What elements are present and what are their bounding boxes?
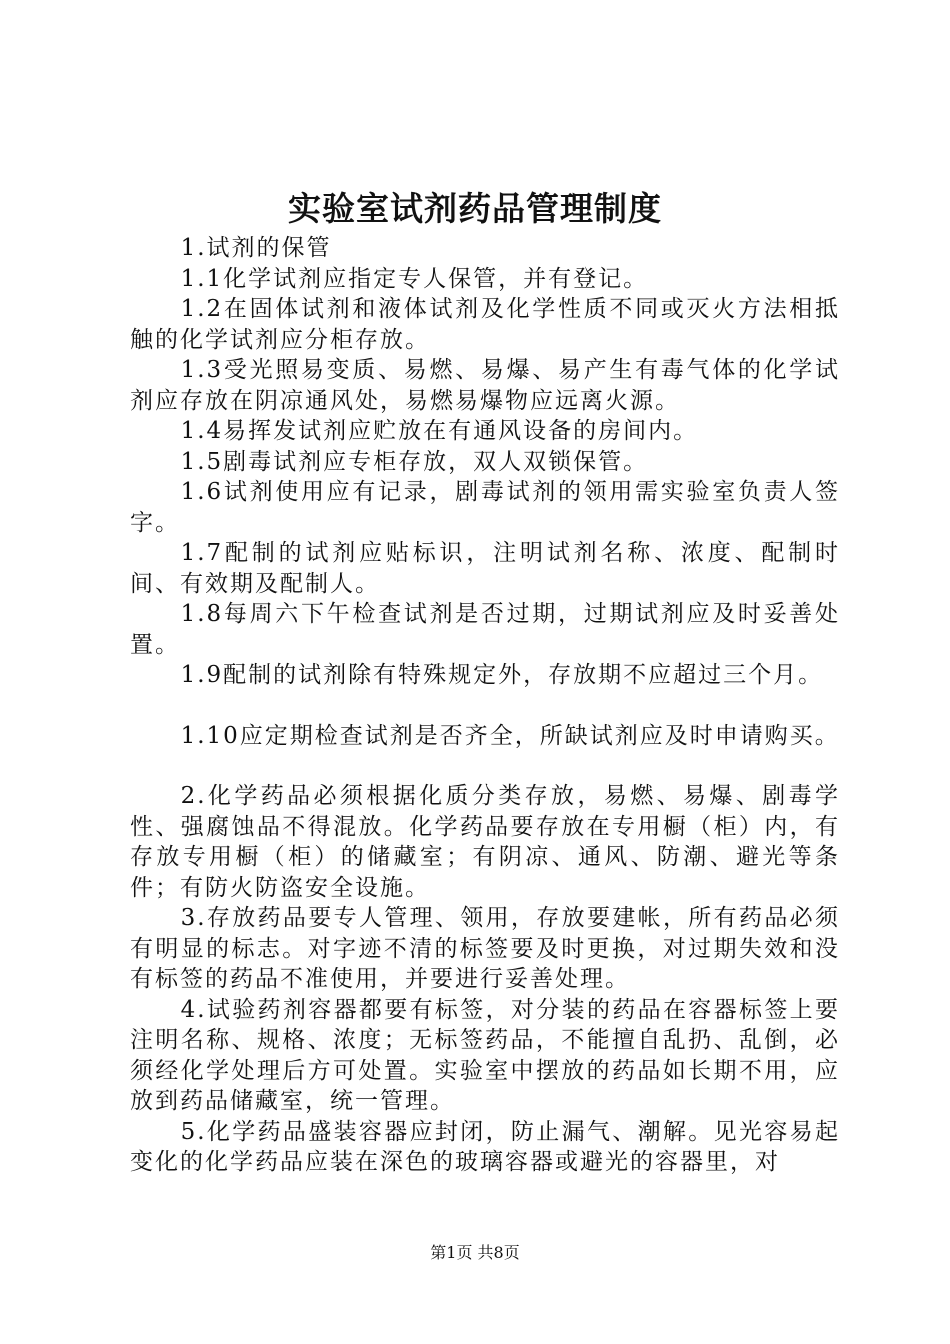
paragraph-1-8: 1.8每周六下午检查试剂是否过期，过期试剂应及时妥善处置。 xyxy=(130,601,840,658)
page-footer: 第1页 共8页 xyxy=(430,1243,520,1262)
paragraph-1-9: 1.9配制的试剂除有特殊规定外，存放期不应超过三个月。 xyxy=(180,662,824,688)
paragraph-1-5: 1.5剧毒试剂应专柜存放，双人双锁保管。 xyxy=(180,448,649,475)
paragraph-1-10: 1.10应定期检查试剂是否齐全，所缺试剂应及时申请购买。 xyxy=(180,722,840,749)
document-body xyxy=(130,233,840,1178)
document-title: 实验室试剂药品管理制度 xyxy=(288,189,662,228)
paragraph-2: 2.化学药品必须根据化质分类存放，易燃、易爆、剧毒学性、强腐蚀品不得混放。化学药品要存放在专用橱（柜）内，有存放专用橱（柜）的储藏室；有阴凉、通风、防潮、避光等条件；有防火防盗安全设施。 xyxy=(130,783,840,901)
paragraph-4: 4.试验药剂容器都要有标签，对分装的药品在容器标签上要注明名称、规格、浓度；无标签药品，不能擅自乱扔、乱倒，必须经化学处理后方可处置。实验室中摆放的药品如长期不用，应放到药品储藏室，统一管理。 xyxy=(130,996,840,1114)
paragraph-1-7: 1.7配制的试剂应贴标识，注明试剂名称、浓度、配制时间、有效期及配制人。 xyxy=(130,540,840,597)
paragraph-1-2: 1.2在固体试剂和液体试剂及化学性质不同或灭火方法相抵触的化学试剂应分柜存放。 xyxy=(130,296,840,353)
paragraph-1-3: 1.3受光照易变质、易燃、易爆、易产生有毒气体的化学试剂应存放在阴凉通风处，易燃易爆物应远离火源。 xyxy=(130,357,840,414)
paragraph-5: 5.化学药品盛装容器应封闭，防止漏气、潮解。见光容易起变化的化学药品应装在深色的玻璃容器或避光的容器里，对 xyxy=(130,1118,840,1175)
paragraph-1-4: 1.4易挥发试剂应贮放在有通风设备的房间内。 xyxy=(180,418,699,444)
paragraph-3: 3.存放药品要专人管理、领用，存放要建帐，所有药品必须有明显的标志。对字迹不清的标签要及时更换，对过期失效和没有标签的药品不准使用，并要进行妥善处理。 xyxy=(130,905,840,992)
paragraph-1-6: 1.6试剂使用应有记录，剧毒试剂的领用需实验室负责人签字。 xyxy=(130,479,840,536)
paragraph-1-1: 1.1化学试剂应指定专人保管，并有登记。 xyxy=(180,265,649,292)
paragraph-1: 1.试剂的保管 xyxy=(180,235,332,261)
